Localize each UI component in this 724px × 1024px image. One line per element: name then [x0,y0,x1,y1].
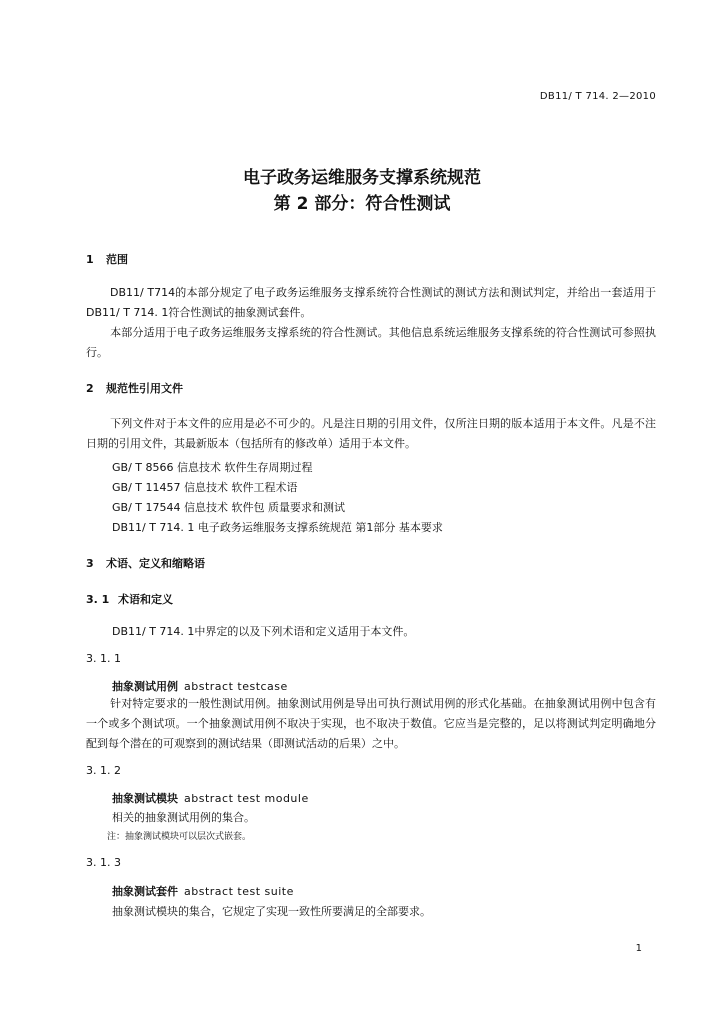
section-title: 术语、定义和缩略语 [106,557,205,570]
term-english: abstract testcase [184,680,288,693]
section-1-paragraph-1: DB11/ T714的本部分规定了电子政务运维服务支撑系统符合性测试的测试方法和测试判定，并给出一套适用于DB11/ T 714. 1符合性测试的抽象测试套件。 [86,286,656,319]
document-title: 电子政务运维服务支撑系统规范 [243,168,481,188]
reference-item: DB11/ T 714. 1 电子政务运维服务支撑系统规范 第1部分 基本要求 [112,521,443,534]
document-code-header: DB11/ T 714. 2—2010 [539,91,656,102]
section-3-heading [86,555,205,571]
subsection-3-1-heading [86,591,173,607]
clause-number: 3. 1. 1 [86,652,121,665]
term-definition: 相关的抽象测试用例的集合。 [112,811,255,824]
term-english: abstract test suite [184,885,294,898]
term-english: abstract test module [184,792,309,805]
document-subtitle: 第 2 部分：符合性测试 [273,194,451,214]
subsection-title: 术语和定义 [118,593,173,606]
subsection-3-1-paragraph: DB11/ T 714. 1中界定的以及下列术语和定义适用于本文件。 [112,625,415,638]
section-1-paragraph-2: 本部分适用于电子政务运维服务支撑系统的符合性测试。其他信息系统运维服务支撑系统的符合性测试可参照执行。 [86,326,656,359]
term-chinese: 抽象测试模块 [112,792,178,805]
page-number: 1 [635,943,642,954]
reference-item: GB/ T 8566 信息技术 软件生存周期过程 [112,461,313,474]
section-title: 范围 [106,253,128,266]
section-number: 2 [86,382,94,395]
reference-item: GB/ T 11457 信息技术 软件工程术语 [112,481,298,494]
section-number: 1 [86,253,94,266]
term-definition: 抽象测试模块的集合，它规定了实现一致性所要满足的全部要求。 [112,905,431,918]
clause-number: 3. 1. 3 [86,856,121,869]
term-definition: 针对特定要求的一般性测试用例。抽象测试用例是导出可执行测试用例的形式化基础。在抽象测试用例中包含有一个或多个测试项。一个抽象测试用例不取决于实现，也不取决于数值。它应当是完整的，足以将测试判定明确地分配到每个潜在的可观察到的测试结果（即测试活动的后果）之中。 [86,697,656,750]
term-note: 注：抽象测试模块可以层次式嵌套。 [107,832,252,842]
term-chinese: 抽象测试用例 [112,680,178,693]
section-1-heading [86,251,128,267]
term-entry [112,790,309,806]
section-2-paragraph-1: 下列文件对于本文件的应用是必不可少的。凡是注日期的引用文件，仅所注日期的版本适用于本文件。凡是不注日期的引用文件，其最新版本（包括所有的修改单）适用于本文件。 [86,417,656,450]
reference-item: GB/ T 17544 信息技术 软件包 质量要求和测试 [112,501,345,514]
term-entry [112,678,288,694]
section-number: 3 [86,557,94,570]
term-entry [112,883,294,899]
subsection-number: 3. 1 [86,593,110,606]
clause-number: 3. 1. 2 [86,764,121,777]
section-2-heading [86,380,183,396]
section-title: 规范性引用文件 [106,382,183,395]
term-chinese: 抽象测试套件 [112,885,178,898]
